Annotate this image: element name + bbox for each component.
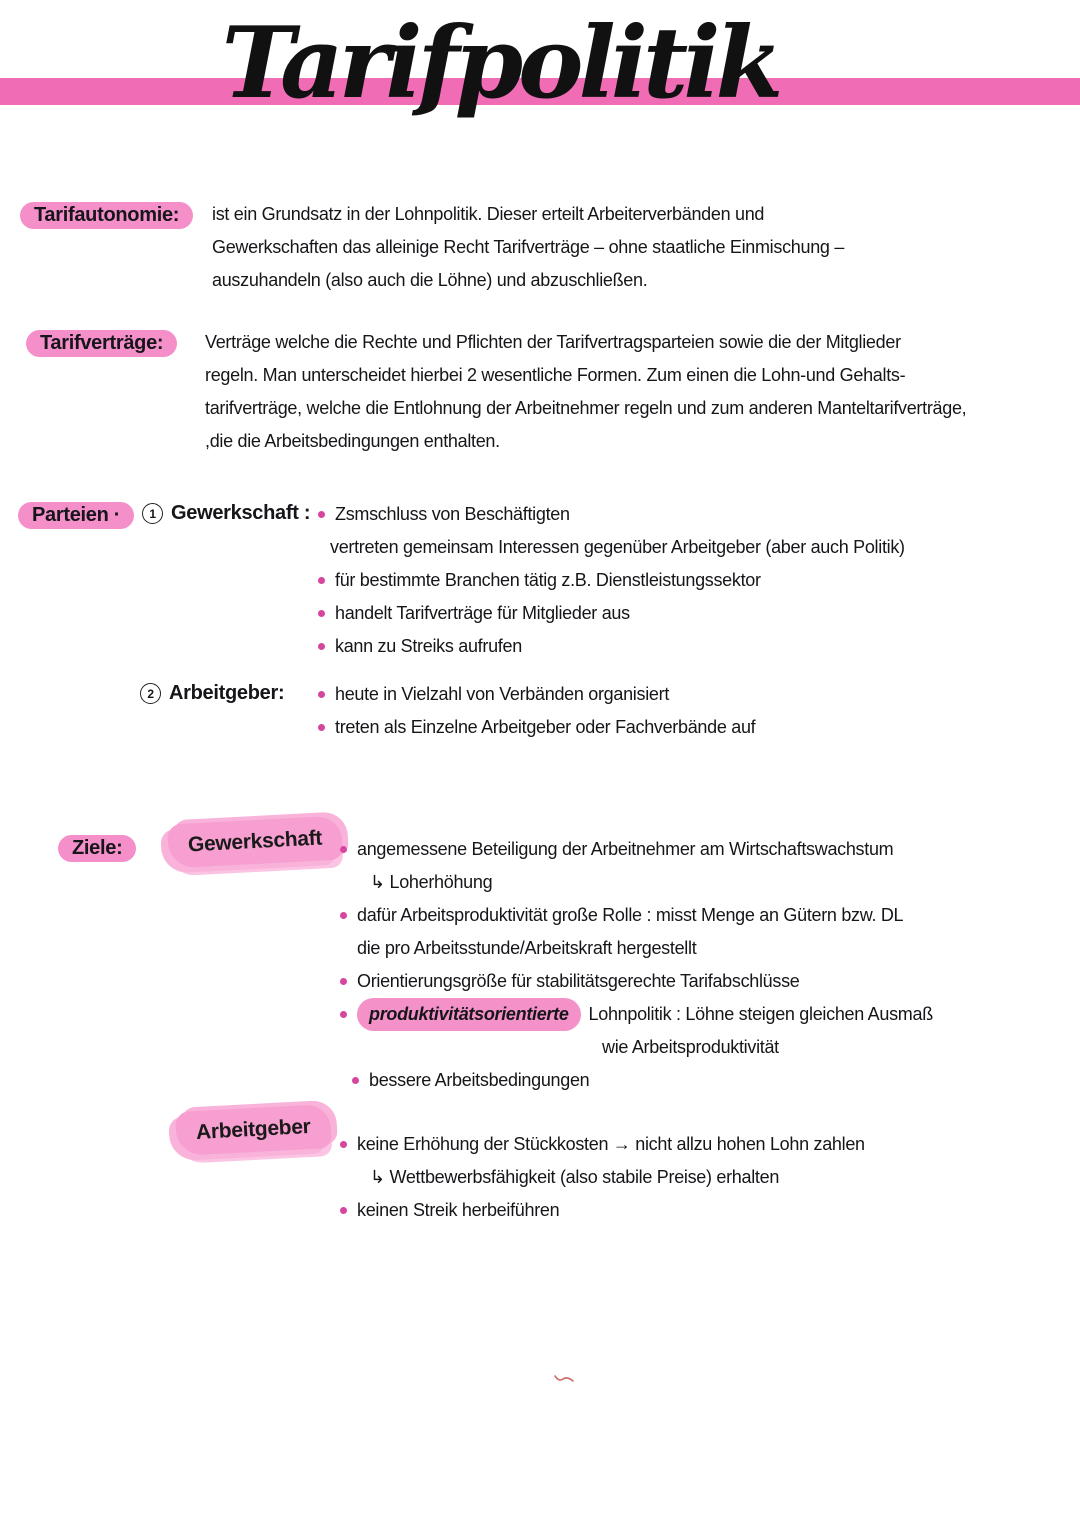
ziele-gewerkschaft-heading: Gewerkschaft <box>167 815 343 868</box>
ziele-arbeitgeber-heading: Arbeitgeber <box>175 1104 332 1156</box>
text-line: ist ein Grundsatz in der Lohnpolitik. Dieser erteilt Arbeiterverbänden und <box>212 204 765 224</box>
circled-number-2-icon: 2 <box>140 683 161 704</box>
stray-pen-mark <box>552 1372 576 1386</box>
bullet-text: dafür Arbeitsproduktivität große Rolle : misst Menge an Gütern bzw. DL <box>357 905 904 925</box>
tarifautonomie-text <box>212 198 844 297</box>
bullet-dot-icon <box>318 610 325 617</box>
label-ziele: Ziele: <box>58 835 136 862</box>
bullet-text: keinen Streik herbeiführen <box>357 1200 560 1220</box>
list-item <box>318 678 755 711</box>
text-line: Gewerkschaften das alleinige Recht Tarifverträge – ohne staatliche Einmischung – <box>212 237 845 257</box>
tarifvertraege-text <box>205 326 966 458</box>
text-line: regeln. Man unterscheidet hierbei 2 wesentliche Formen. Zum einen die Lohn-und Gehalts- <box>205 365 906 385</box>
label-tarifautonomie: Tarifautonomie: <box>20 202 193 229</box>
list-item <box>318 564 905 597</box>
text-line: vertreten gemeinsam Interessen gegenüber Arbeitgeber (aber auch Politik) <box>330 537 905 557</box>
bullet-dot-icon <box>318 511 325 518</box>
bullet-text: treten als Einzelne Arbeitgeber oder Fachverbände auf <box>335 717 756 737</box>
parteien-arbeitgeber-text <box>318 678 755 744</box>
parteien-gewerkschaft-text <box>318 498 905 663</box>
bullet-text: keine Erhöhung der Stückkosten → nicht allzu hohen Lohn zahlen <box>357 1134 865 1154</box>
list-item <box>340 1194 865 1227</box>
bullet-dot-icon <box>340 1207 347 1214</box>
parteien-gewerkschaft-heading <box>142 502 310 525</box>
circled-number-1-icon: 1 <box>142 503 163 524</box>
bullet-text: kann zu Streiks aufrufen <box>335 636 522 656</box>
bullet-dot-icon <box>318 724 325 731</box>
ziele-arbeitgeber-text <box>340 1128 865 1227</box>
bullet-dot-icon <box>318 691 325 698</box>
bullet-text: angemessene Beteiligung der Arbeitnehmer am Wirtschaftswachstum <box>357 839 894 859</box>
bullet-text: heute in Vielzahl von Verbänden organisiert <box>335 684 670 704</box>
bullet-dot-icon <box>352 1077 359 1084</box>
bullet-dot-icon <box>340 846 347 853</box>
sub-note: ↳ Loherhöhung <box>370 872 493 892</box>
text-line: die pro Arbeitsstunde/Arbeitskraft hergestellt <box>357 938 697 958</box>
list-item <box>340 1128 865 1161</box>
bullet-text: Orientierungsgröße für stabilitätsgerechte Tarifabschlüsse <box>357 971 800 991</box>
sub-note: ↳ Wettbewerbsfähigkeit (also stabile Preise) erhalten <box>370 1167 780 1187</box>
list-item <box>318 597 905 630</box>
list-item <box>340 833 933 866</box>
ziele-gewerkschaft-text <box>340 833 933 1097</box>
parteien-arbeitgeber-heading-label: Arbeitgeber: <box>169 682 285 704</box>
parteien-gewerkschaft-heading-label: Gewerkschaft : <box>171 502 311 524</box>
bullet-text: für bestimmte Branchen tätig z.B. Dienstleistungssektor <box>335 570 761 590</box>
bullet-dot-icon <box>340 1141 347 1148</box>
bullet-text: bessere Arbeitsbedingungen <box>369 1070 590 1090</box>
list-item <box>318 711 755 744</box>
label-tarifvertraege: Tarifverträge: <box>26 330 177 357</box>
bullet-dot-icon <box>340 978 347 985</box>
highlighted-term: produktivitätsorientierte <box>357 998 581 1031</box>
bullet-dot-icon <box>318 643 325 650</box>
bullet-dot-icon <box>340 912 347 919</box>
bullet-dot-icon <box>318 577 325 584</box>
text-line: auszuhandeln (also auch die Löhne) und abzuschließen. <box>212 270 648 290</box>
bullet-text: Lohnpolitik : Löhne steigen gleichen Ausmaß <box>588 1004 933 1024</box>
label-parteien: Parteien · <box>18 502 134 529</box>
list-item <box>318 498 905 531</box>
list-item <box>318 630 905 663</box>
text-line: Verträge welche die Rechte und Pflichten der Tarifvertragsparteien sowie die der Mitglieder <box>205 332 901 352</box>
list-item <box>340 998 933 1031</box>
text-line: wie Arbeitsproduktivität <box>602 1037 779 1057</box>
list-item <box>340 899 933 932</box>
list-item <box>340 965 933 998</box>
bullet-text: Zsmschluss von Beschäftigten <box>335 504 570 524</box>
bullet-dot-icon <box>340 1011 347 1018</box>
bullet-text: handelt Tarifverträge für Mitglieder aus <box>335 603 630 623</box>
page-title: Tarifpolitik <box>221 6 779 121</box>
list-item <box>352 1064 933 1097</box>
text-line: ,die die Arbeitsbedingungen enthalten. <box>205 431 500 451</box>
text-line: tarifverträge, welche die Entlohnung der Arbeitnehmer regeln und zum anderen Manteltarifverträge, <box>205 398 967 418</box>
parteien-arbeitgeber-heading <box>140 682 284 705</box>
